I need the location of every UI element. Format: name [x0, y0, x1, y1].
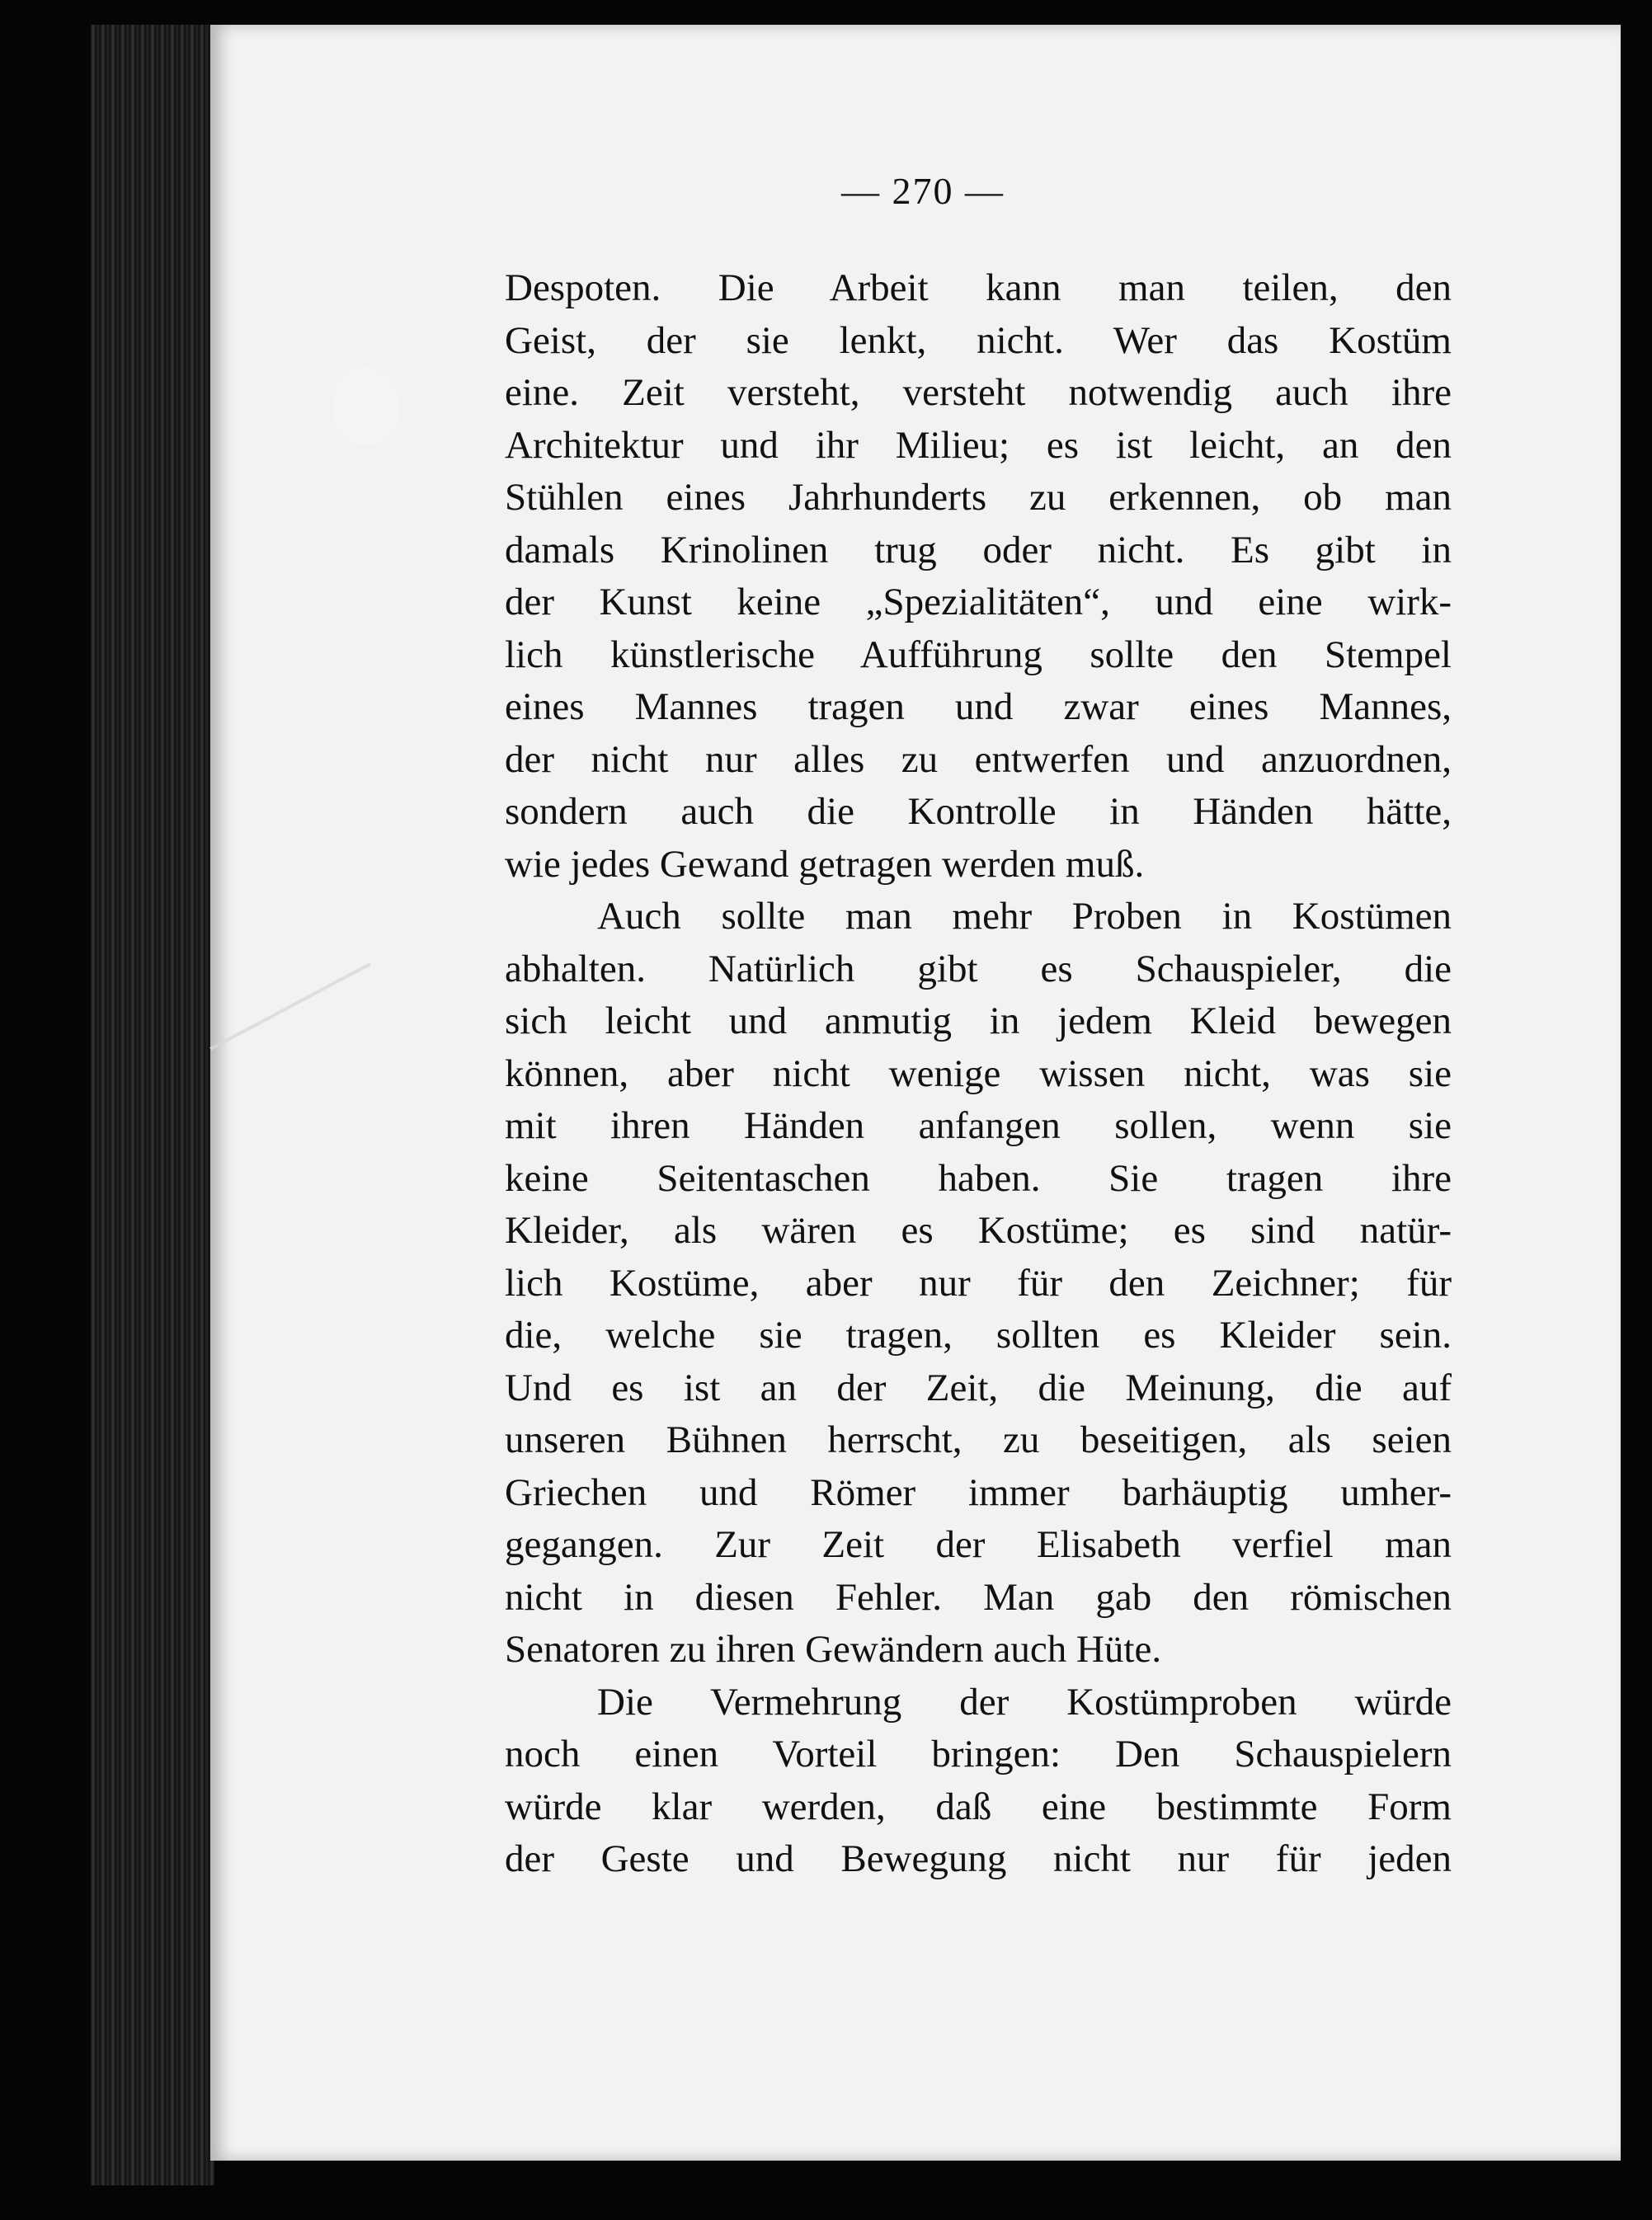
text-line: sich leicht und anmutig in jedem Kleid bewegen: [505, 999, 1452, 1042]
text-line: Geist, der sie lenkt, nicht. Wer das Kostüm: [505, 318, 1452, 362]
text-line: eines Mannes tragen und zwar eines Mannes,: [505, 685, 1452, 728]
paragraph: [505, 1677, 1452, 1886]
text-line: Stühlen eines Jahrhunderts zu erkennen, ob man: [505, 476, 1452, 519]
text-line: Und es ist an der Zeit, die Meinung, die auf: [505, 1366, 1452, 1409]
text-line: Senatoren zu ihren Gewändern auch Hüte.: [505, 1628, 1162, 1671]
text-line: gegangen. Zur Zeit der Elisabeth verfiel man: [505, 1523, 1452, 1566]
text-line: keine Seitentaschen haben. Sie tragen ihre: [505, 1156, 1452, 1200]
text-line: der Geste und Bewegung nicht nur für jeden: [505, 1837, 1452, 1880]
text-line: die, welche sie tragen, sollten es Kleider sein.: [505, 1314, 1452, 1357]
paragraph: [505, 262, 1452, 891]
text-line: noch einen Vorteil bringen: Den Schauspielern: [505, 1733, 1452, 1776]
text-line: lich künstlerische Aufführung sollte den Stempel: [505, 633, 1452, 676]
text-line: damals Krinolinen trug oder nicht. Es gibt in: [505, 528, 1452, 571]
text-line: wie jedes Gewand getragen werden muß.: [505, 842, 1145, 886]
text-line: können, aber nicht wenige wissen nicht, was sie: [505, 1051, 1452, 1095]
film-scratch: [209, 962, 371, 1051]
paragraph: [505, 891, 1452, 1677]
page-blot: [334, 367, 400, 445]
text-line: würde klar werden, daß eine bestimmte Form: [505, 1785, 1452, 1828]
text-line: Griechen und Römer immer barhäuptig umher-: [505, 1470, 1452, 1514]
text-line: abhalten. Natürlich gibt es Schauspieler, die: [505, 947, 1452, 990]
text-line: Die Vermehrung der Kostümproben würde: [597, 1680, 1452, 1724]
text-line: unseren Bühnen herrscht, zu beseitigen, als seien: [505, 1418, 1452, 1461]
text-line: Auch sollte man mehr Proben in Kostümen: [597, 895, 1452, 938]
text-line: der Kunst keine „Spezialitäten“, und eine wirk-: [505, 581, 1452, 623]
text-line: Kleider, als wären es Kostüme; es sind natür-: [505, 1209, 1452, 1252]
text-line: Despoten. Die Arbeit kann man teilen, den: [505, 266, 1452, 309]
text-line: Architektur und ihr Milieu; es ist leicht, an den: [505, 423, 1452, 467]
body-text: [505, 262, 1452, 1886]
text-line: lich Kostüme, aber nur für den Zeichner; für: [505, 1261, 1452, 1305]
text-line: mit ihren Händen anfangen sollen, wenn sie: [505, 1104, 1452, 1147]
page-number: — 270 —: [841, 170, 1005, 212]
text-line: sondern auch die Kontrolle in Händen hätte,: [505, 790, 1452, 833]
book-spine: [91, 25, 214, 2185]
text-line: nicht in diesen Fehler. Man gab den römischen: [505, 1575, 1452, 1619]
text-line: der nicht nur alles zu entwerfen und anzuordnen,: [505, 737, 1452, 781]
text-line: eine. Zeit versteht, versteht notwendig auch ihre: [505, 371, 1452, 414]
